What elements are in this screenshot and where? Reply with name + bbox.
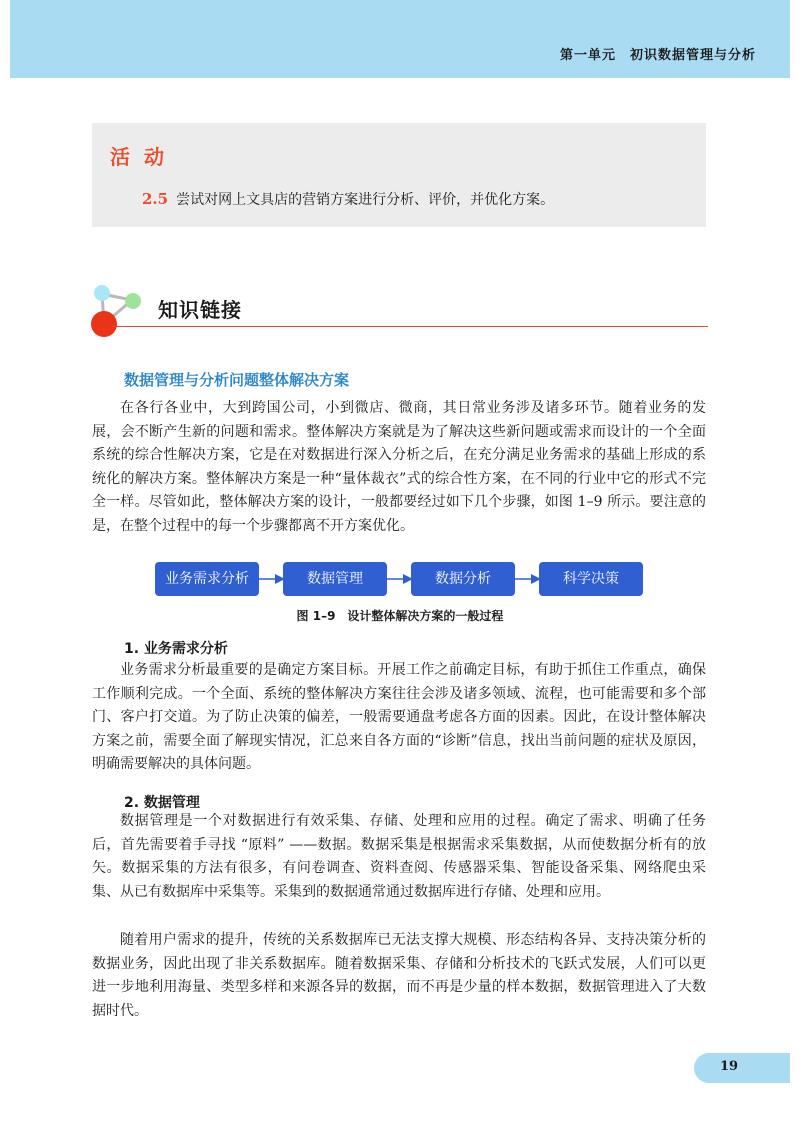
arrow-right-icon xyxy=(387,572,413,586)
knowledge-divider xyxy=(112,326,708,327)
page-number: 19 xyxy=(720,1059,739,1074)
process-flow-diagram xyxy=(155,562,645,598)
data-management-paragraph-1: 数据管理是一个对数据进行有效采集、存储、处理和应用的过程。确定了需求、明确了任务后，首先需要着手寻找 “原料” ——数据。数据采集是根据需求采集数据，从而使数据分析有的放矢。数据采集的方法有很多，有问卷调查、资料查阅、传感器采集、智能设备采集、网络爬虫采集、从已有数据库中采集等。采集到的数据通常通过数据库进行存储、处理和应用。 xyxy=(92,813,706,900)
subsection-heading-1: 1. 业务需求分析 xyxy=(124,641,228,657)
flow-step-data-management: 数据管理 xyxy=(283,562,387,596)
activity-item-text: 尝试对网上文具店的营销方案进行分析、评价，并优化方案。 xyxy=(176,192,555,208)
activity-title: 活动 xyxy=(110,145,178,169)
header-band xyxy=(10,0,790,78)
flow-step-requirement-analysis: 业务需求分析 xyxy=(155,562,259,596)
subsection-heading-2: 2. 数据管理 xyxy=(124,795,200,811)
knowledge-title: 知识链接 xyxy=(158,298,242,322)
activity-item-number: 2.5 xyxy=(142,190,169,208)
activity-box xyxy=(92,123,706,227)
flow-step-data-analysis: 数据分析 xyxy=(411,562,515,596)
activity-item xyxy=(142,189,554,209)
flow-step-scientific-decision: 科学决策 xyxy=(539,562,643,596)
requirement-analysis-paragraph: 业务需求分析最重要的是确定方案目标。开展工作之前确定目标，有助于抓住工作重点，确保工作顺利完成。一个全面、系统的整体解决方案往往会涉及诸多领域、流程，也可能需要和多个部门、客户打交道。为了防止决策的偏差，一般需要通盘考虑各方面的因素。因此，在设计整体解决方案之前，需要全面了解现实情况，汇总来自各方面的“诊断”信息，找出当前问题的症状及原因，明确需要解决的具体问题。 xyxy=(92,662,706,772)
unit-title: 第一单元 初识数据管理与分析 xyxy=(559,48,756,63)
page-number-tab xyxy=(694,1053,790,1083)
arrow-right-icon xyxy=(515,572,541,586)
data-management-paragraph-2: 随着用户需求的提升，传统的关系数据库已无法支撑大规模、形态结构各异、支持决策分析的数据业务，因此出现了非关系数据库。随着数据采集、存储和分析技术的飞跃式发展，人们可以更进一步地利用海量、类型多样和来源各异的数据，而不再是少量的样本数据，数据管理进入了大数据时代。 xyxy=(92,932,706,1019)
section-title: 数据管理与分析问题整体解决方案 xyxy=(124,371,350,389)
intro-paragraph: 在各行各业中，大到跨国公司，小到微店、微商，其日常业务涉及诸多环节。随着业务的发展，会不断产生新的问题和需求。整体解决方案就是为了解决这些新问题或需求而设计的一个全面系统的综合性解决方案，它是在对数据进行深入分析之后，在充分满足业务需求的基础上形成的系统化的解决方案。整体解决方案是一种“量体裁衣”式的综合性方案，在不同的行业中它的形式不完全一样。尽管如此，整体解决方案的设计，一般都要经过如下几个步骤，如图 1–9 所示。要注意的是，在整个过程中的每一个步骤都离不开方案优化。 xyxy=(92,400,706,534)
knowledge-link-icon xyxy=(88,282,150,340)
figure-caption: 图 1–9 设计整体解决方案的一般过程 xyxy=(296,609,504,623)
arrow-right-icon xyxy=(259,572,285,586)
